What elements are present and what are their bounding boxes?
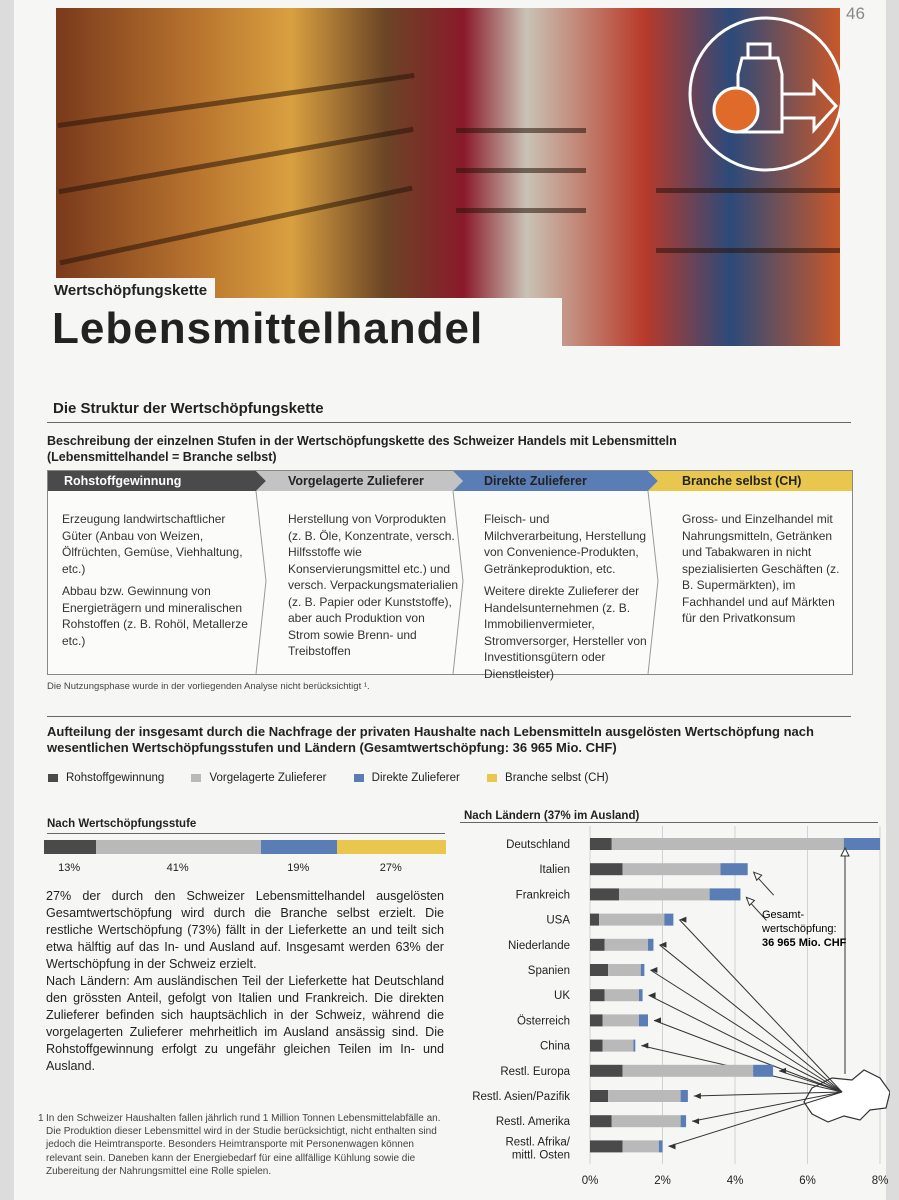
switzerland-map [804,1070,890,1122]
x-tick-label: 8% [871,1175,889,1187]
step-text: Erzeugung landwirtschaftlicher Güter (Anbau von Weizen, Ölfrüchten, Gemüse, Viehhaltung, etc.) [62,512,243,576]
country-label: USA [546,914,570,927]
country-label: Italien [539,864,570,877]
divider [47,422,851,423]
step-header-vorgelagert: Vorgelagerte Zulieferer [288,474,424,488]
bar-rohstoff [590,1040,603,1052]
stage-bar-rohstoff [44,840,96,854]
country-label: Frankreich [515,889,570,902]
legend-swatch [487,774,497,782]
country-label: Deutschland [506,839,570,851]
arrowhead [669,1143,676,1149]
x-tick-label: 4% [726,1175,744,1187]
body-paragraph: 27% der durch den Schweizer Lebensmittelhandel ausgelösten Gesamtwertschöpfung wird durch die Branche selbst erzielt. Die restliche Wertschöpfung (73%) fällt in der Lieferkette an und teilt sich etwa hälftig auf das In- und Ausland auf. Insgesamt werden 63% der Wertschöpfung in der Schweiz erzielt. [46,889,444,971]
stage-share-label: 19% [287,862,310,874]
bar-direkt [641,964,645,976]
legend-label: Branche selbst (CH) [505,772,609,784]
step-text: Gross- und Einzelhandel mit Nahrungsmitteln, Getränken und Tabakwaren in nicht spezialisierten Geschäften (z. B. Supermärkten), im Fachhandel und auf Märkten für den Privatkonsum [682,512,840,625]
step-text: Fleisch- und Milchverarbeitung, Herstellung von Convenience-Produkten, Getränkeproduktion, etc. [484,512,647,576]
stage-bar-branche [337,840,446,854]
body-text [46,888,444,1075]
bar-rohstoff [590,863,623,875]
step-text: Abbau bzw. Gewinnung von Energieträgern und mineralischen Rohstoffen (z. B. Rohöl, Metallerze etc.) [62,584,248,648]
value-chain-icon [686,14,840,174]
arrowhead [746,897,754,905]
annotation-label: wertschöpfung: [762,923,837,935]
country-label: UK [554,990,570,1003]
arrow-line [654,1020,842,1092]
country-label: Niederlande [507,939,570,952]
value-chain-steps [47,470,853,681]
stage-heading: Nach Wertschöpfungsstufe [47,818,197,830]
arrowhead [679,917,686,923]
x-tick-label: 6% [799,1175,816,1187]
footnote [38,1112,444,1178]
legend [48,772,633,784]
step-body-rohstoff [62,511,252,655]
arrowhead [654,1017,661,1023]
stage-share-label: 41% [166,862,189,874]
divider [47,716,851,717]
stage-share-label: 27% [379,862,402,874]
bar-vorgelagert [612,1115,681,1127]
description-title-line2: (Lebensmittelhandel = Branche selbst) [47,450,277,464]
bar-rohstoff [590,838,612,850]
arrowhead [754,872,762,880]
bar-vorgelagert [608,964,641,976]
bar-direkt [681,1090,688,1102]
footnote-number: 1 [38,1113,44,1124]
legend-swatch [354,774,364,782]
arrowhead [641,1043,648,1049]
country-label: Restl. Afrika/ [505,1136,570,1149]
annotation-value: 36 965 Mio. CHF [762,937,847,949]
stage-bar-vorgelagert [96,840,261,854]
bar-rohstoff [590,914,599,926]
bar-direkt [634,1040,636,1052]
legend-item [487,772,609,784]
arrow-line [649,995,842,1092]
country-label: China [539,1040,570,1053]
arrowhead [692,1118,699,1124]
bar-rohstoff [590,964,608,976]
page-title: Lebensmittelhandel [52,304,484,353]
legend-item [48,772,164,784]
bar-direkt [664,914,673,926]
country-label: mittl. Osten [511,1149,570,1162]
legend-swatch [48,774,58,782]
x-tick-label: 2% [654,1175,671,1187]
legend-item [354,772,460,784]
bar-direkt [639,989,643,1001]
section-title: Die Struktur der Wertschöpfungskette [53,400,324,417]
bar-direkt [710,888,741,900]
stage-bar-direkt [261,840,337,854]
bar-vorgelagert [608,1090,681,1102]
bar-rohstoff [590,888,619,900]
bar-vorgelagert [599,914,664,926]
description-title-line1: Beschreibung der einzelnen Stufen in der Wertschöpfungskette des Schweizer Handels mit Lebensmitteln [47,434,677,448]
x-tick-label: 0% [581,1175,599,1187]
footnote-text: In den Schweizer Haushalten fallen jährlich rund 1 Million Tonnen Lebensmittelabfälle an. Die Produktion dieser Lebensmittel wird in der Studie berücksichtigt, nicht enthalten sind jedoch die Heimtransporte. Besonders Heimtransporte mit Personenwagen können relevant sein. Daneben kann der Energiebedarf für eine allfällige Kühlung sowie die Zubereitung der Nahrungsmittel eine Rolle spielen. [46,1113,441,1177]
body-paragraph: Nach Ländern: Am ausländischen Teil der Lieferkette hat Deutschland den grössten Anteil, gefolgt von Italien und Frankreich. Die direkten Zulieferer befinden sich hauptsächlich in der Schweiz, während die vorgelagerten Zulieferer mehrheitlich im Ausland ansässig sind. Die Rohstoffgewinnung erfolgt zu ungefähr gleichen Teilen im In- und Ausland. [46,974,444,1073]
bar-rohstoff [590,1014,603,1026]
stage-share-label: 13% [58,862,81,874]
breakdown-title [47,724,857,756]
arrowhead [694,1093,701,1099]
usage-note: Die Nutzungsphase wurde in der vorliegenden Analyse nicht berücksichtigt ¹. [47,681,370,692]
bar-vorgelagert [623,863,721,875]
bar-rohstoff [590,1140,623,1152]
bar-direkt [648,939,653,951]
breakdown-title-line2: wesentlichen Wertschöpfungsstufen und Ländern (Gesamtwertschöpfung: 36 965 Mio. CHF) [47,740,617,755]
legend-label: Rohstoffgewinnung [66,772,165,784]
chart-title: Nach Ländern (37% im Ausland) [464,810,640,822]
step-body-branche [682,511,842,633]
step-text: Herstellung von Vorprodukten (z. B. Öle, Konzentrate, versch. Hilfsstoffe wie Konservierungsmittel etc.) und versch. Verpackungsmaterialien (z. B. Papier oder Kunststoffe), aber auch Produktion von Strom sowie Brenn- und Treibstoffen [288,512,459,658]
country-label: Restl. Amerika [495,1116,570,1129]
bar-direkt [639,1014,648,1026]
bar-rohstoff [590,939,605,951]
country-label: Restl. Asien/Pazifik [472,1091,570,1103]
step-header-branche: Branche selbst (CH) [682,474,802,488]
step-body-direkt [484,511,650,688]
country-bar-chart [460,826,890,1196]
bar-vorgelagert [612,838,844,850]
step-text: Weitere direkte Zulieferer der Handelsunternehmen (z. B. Immobilienvermieter, Stromversorger, Hersteller von Investitionsgütern oder Dienstleister) [484,584,647,681]
bar-vorgelagert [623,1140,659,1152]
step-header-rohstoff: Rohstoffgewinnung [64,474,182,488]
bar-direkt [681,1115,686,1127]
bar-rohstoff [590,989,605,1001]
divider [47,833,445,834]
breakdown-title-line1: Aufteilung der insgesamt durch die Nachfrage der privaten Haushalte nach Lebensmitteln ausgelösten Wertschöpfung nach [47,724,814,739]
step-header-direkt: Direkte Zulieferer [484,474,587,488]
bar-direkt [659,1140,663,1152]
description-title [47,433,677,465]
bar-vorgelagert [623,1065,754,1077]
bar-rohstoff [590,1065,623,1077]
bar-direkt [721,863,748,875]
country-label: Spanien [527,965,570,977]
legend-item [191,772,326,784]
bar-vorgelagert [605,989,639,1001]
country-label: Restl. Europa [500,1065,570,1078]
bar-rohstoff [590,1115,612,1127]
bar-vorgelagert [605,939,649,951]
bar-rohstoff [590,1090,608,1102]
bar-vorgelagert [603,1040,634,1052]
annotation-label: Gesamt- [762,909,805,921]
legend-swatch [191,774,201,782]
bar-direkt [753,1065,773,1077]
legend-label: Direkte Zulieferer [371,772,460,784]
arrow-line [669,1092,843,1146]
page-number: 46 [846,4,865,23]
bar-vorgelagert [603,1014,639,1026]
kicker: Wertschöpfungskette [40,278,215,301]
legend-label: Vorgelagerte Zulieferer [209,772,327,784]
step-body-vorgelagert [288,511,460,666]
country-label: Österreich [516,1015,570,1028]
bar-direkt [844,838,880,850]
bar-vorgelagert [619,888,710,900]
